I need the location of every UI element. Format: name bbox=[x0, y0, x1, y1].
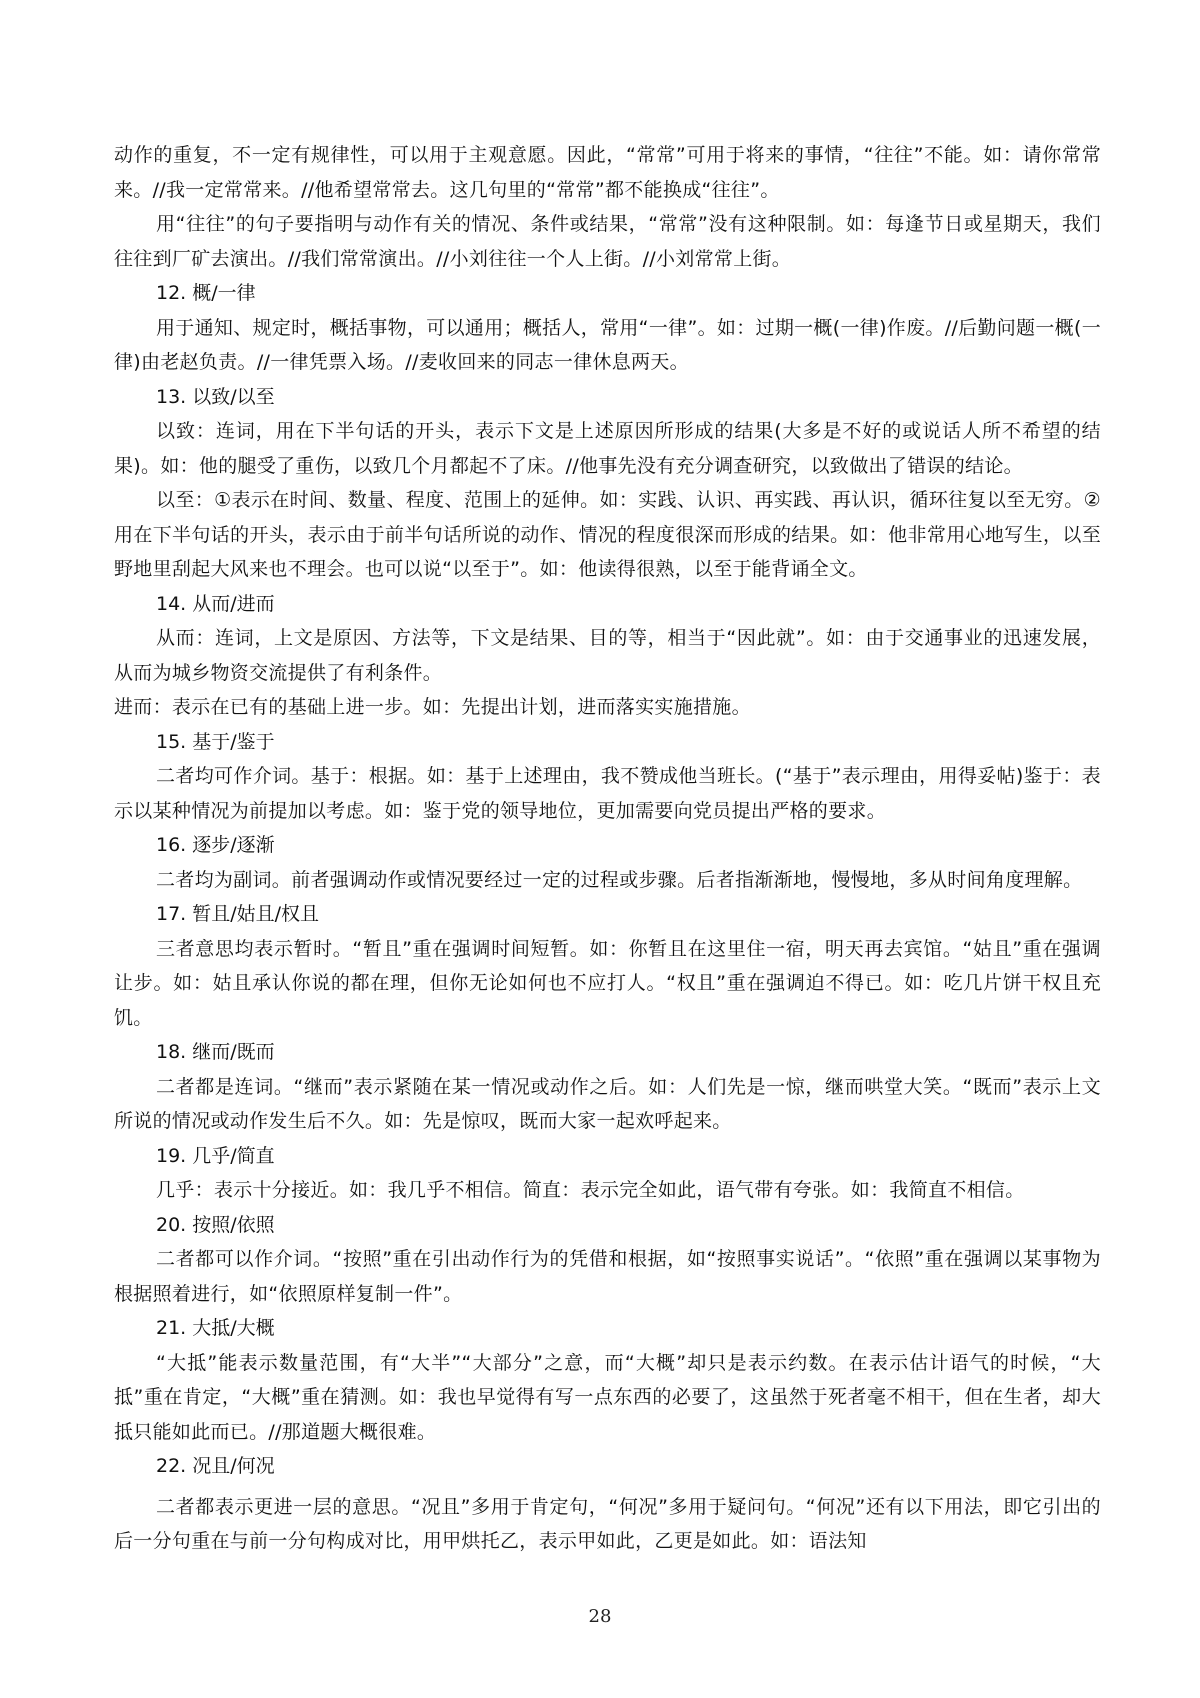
paragraph: 二者均可作介词。基于：根据。如：基于上述理由，我不赞成他当班长。(“基于”表示理由，用得妥帖)鉴于：表示以某种情况为前提加以考虑。如：鉴于党的领导地位，更加需要向党员提出严格的要求。 bbox=[114, 765, 1101, 822]
section-heading: 15. 基于/鉴于 bbox=[156, 730, 275, 753]
section-heading: 12. 概/一律 bbox=[156, 282, 256, 304]
paragraph: 二者均为副词。前者强调动作或情况要经过一定的过程或步骤。后者指渐渐地，慢慢地，多从时间角度理解。 bbox=[156, 868, 1083, 891]
page-content bbox=[114, 138, 1101, 1559]
paragraph: 进而：表示在已有的基础上进一步。如：先提出计划，进而落实实施措施。 bbox=[114, 696, 751, 718]
paragraph: 用“往往”的句子要指明与动作有关的情况、条件或结果，“常常”没有这种限制。如：每逢节日或星期天，我们往往到厂矿去演出。//我们常常演出。//小刘往往一个人上街。//小刘常常上街。 bbox=[114, 213, 1101, 270]
section-heading: 20. 按照/依照 bbox=[156, 1213, 275, 1236]
paragraph: 用于通知、规定时，概括事物，可以通用；概括人，常用“一律”。如：过期一概(一律)作废。//后勤问题一概(一律)由老赵负责。//一律凭票入场。//麦收回来的同志一律休息两天。 bbox=[114, 316, 1101, 373]
paragraph: 动作的重复，不一定有规律性，可以用于主观意愿。因此，“常常”可用于将来的事情，“往往”不能。如：请你常常来。//我一定常常来。//他希望常常去。这几句里的“常常”都不能换成“往往”。 bbox=[114, 144, 1101, 201]
paragraph: 二者都是连词。“继而”表示紧随在某一情况或动作之后。如：人们先是一惊，继而哄堂大笑。“既而”表示上文所说的情况或动作发生后不久。如：先是惊叹，既而大家一起欢呼起来。 bbox=[114, 1075, 1101, 1132]
paragraph: 二者都可以作介词。“按照”重在引出动作行为的凭借和根据，如“按照事实说话”。“依照”重在强调以某事物为根据照着进行，如“依照原样复制一件”。 bbox=[114, 1248, 1101, 1305]
paragraph: 以至：①表示在时间、数量、程度、范围上的延伸。如：实践、认识、再实践、再认识，循环往复以至无穷。②用在下半句话的开头，表示由于前半句话所说的动作、情况的程度很深而形成的结果。如：他非常用心地写生，以至野地里刮起大风来也不理会。也可以说“以至于”。如：他读得很熟，以至于能背诵全文。 bbox=[114, 489, 1101, 580]
paragraph: 几乎：表示十分接近。如：我几乎不相信。简直：表示完全如此，语气带有夸张。如：我简直不相信。 bbox=[156, 1179, 1025, 1201]
section-heading: 18. 继而/既而 bbox=[156, 1041, 275, 1063]
section-heading: 19. 几乎/简直 bbox=[156, 1144, 275, 1167]
section-heading: 17. 暂且/姑且/权且 bbox=[156, 903, 320, 925]
section-heading: 22. 况且/何况 bbox=[156, 1455, 275, 1477]
paragraph: 以致：连词，用在下半句话的开头，表示下文是上述原因所形成的结果(大多是不好的或说话人所不希望的结果)。如：他的腿受了重伤，以致几个月都起不了床。//他事先没有充分调查研究，以致做出了错误的结论。 bbox=[114, 420, 1101, 477]
page-number: 28 bbox=[588, 1606, 612, 1627]
section-heading: 16. 逐步/逐渐 bbox=[156, 834, 275, 856]
paragraph: “大抵”能表示数量范围，有“大半”“大部分”之意，而“大概”却只是表示约数。在表示估计语气的时候，“大抵”重在肯定，“大概”重在猜测。如：我也早觉得有写一点东西的必要了，这虽然于死者毫不相干，但在生者，却大抵只能如此而已。//那道题大概很难。 bbox=[114, 1351, 1101, 1443]
section-heading: 21. 大抵/大概 bbox=[156, 1317, 275, 1339]
paragraph: 从而：连词，上文是原因、方法等，下文是结果、目的等，相当于“因此就”。如：由于交通事业的迅速发展，从而为城乡物资交流提供了有利条件。 bbox=[114, 627, 1101, 684]
section-heading: 14. 从而/进而 bbox=[156, 592, 275, 615]
paragraph: 三者意思均表示暂时。“暂且”重在强调时间短暂。如：你暂且在这里住一宿，明天再去宾馆。“姑且”重在强调让步。如：姑且承认你说的都在理，但你无论如何也不应打人。“权且”重在强调迫不得已。如：吃几片饼干权且充饥。 bbox=[114, 937, 1101, 1029]
section-heading: 13. 以致/以至 bbox=[156, 385, 275, 408]
paragraph: 二者都表示更进一层的意思。“况且”多用于肯定句，“何况”多用于疑问句。“何况”还有以下用法，即它引出的后一分句重在与前一分句构成对比，用甲烘托乙，表示甲如此，乙更是如此。如：语法知 bbox=[114, 1495, 1101, 1552]
